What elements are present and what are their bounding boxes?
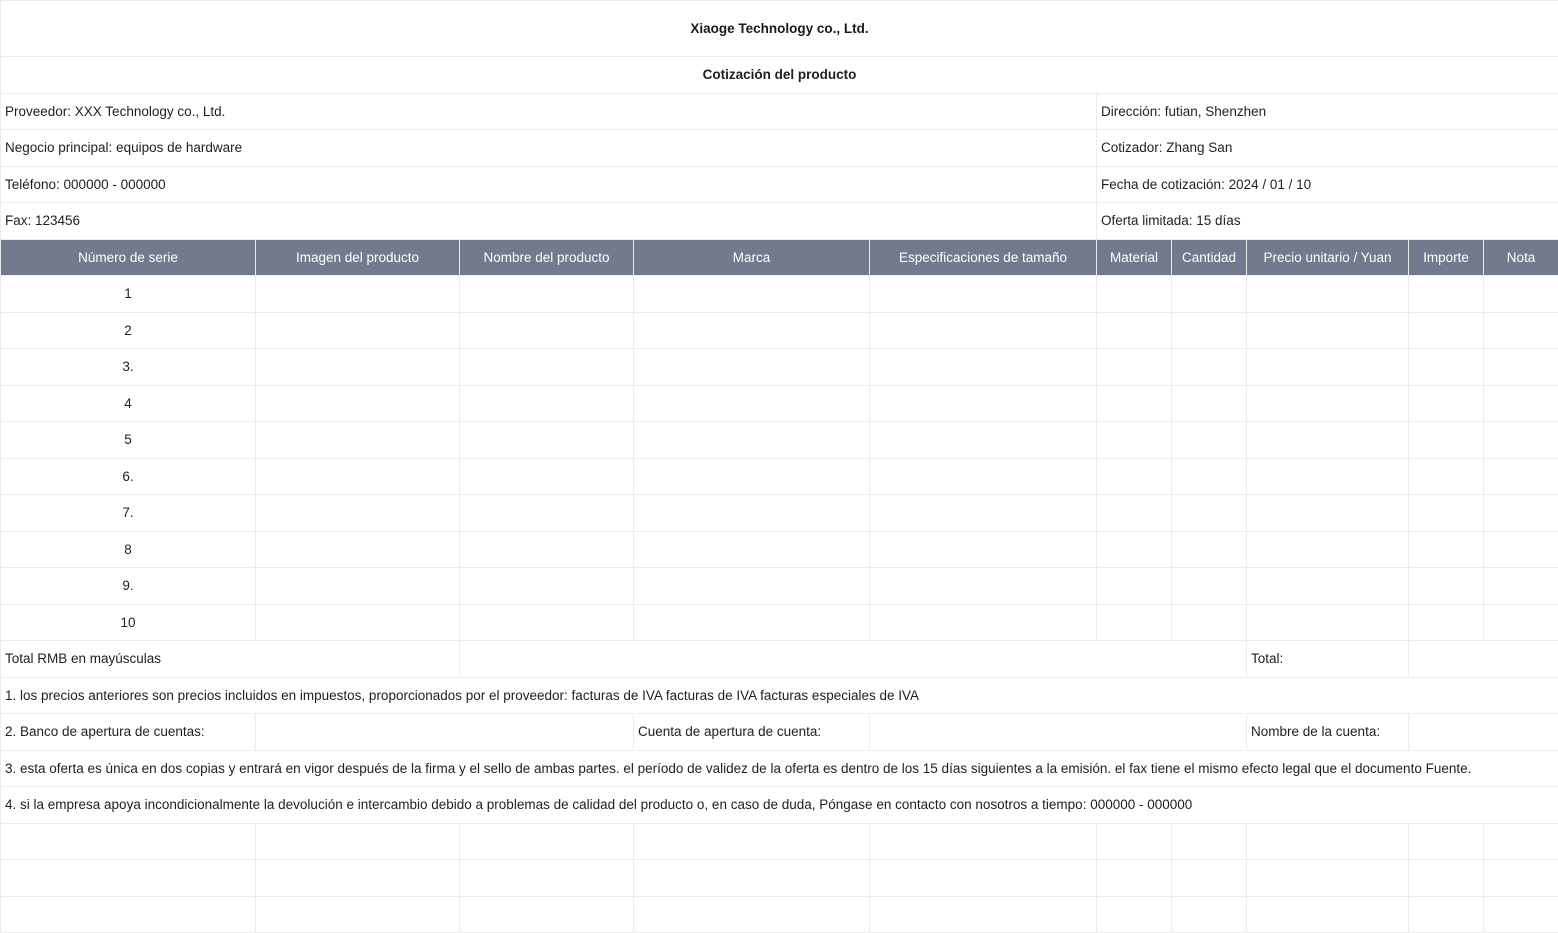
empty-cell[interactable] [1409,860,1484,897]
table-row [1,312,1558,349]
size-cell[interactable] [870,458,1097,495]
name-cell[interactable] [460,422,634,459]
account-name-value-cell[interactable] [1409,714,1558,751]
material-cell[interactable] [1097,312,1172,349]
empty-cell[interactable] [1247,896,1409,933]
rmb-total-label[interactable]: Total RMB en mayúsculas [1,641,460,678]
unit-price-cell[interactable] [1247,385,1409,422]
quantity-cell[interactable] [1172,604,1247,641]
table-row [1,568,1558,605]
name-cell[interactable] [460,349,634,386]
empty-cell[interactable] [1247,860,1409,897]
unit-price-cell[interactable] [1247,349,1409,386]
unit-price-cell[interactable] [1247,458,1409,495]
name-cell[interactable] [460,312,634,349]
empty-cell[interactable] [1097,823,1172,860]
table-row [1,422,1558,459]
serial-cell[interactable]: 2 [1,312,256,349]
empty-cell[interactable] [1172,896,1247,933]
unit-price-cell[interactable] [1247,531,1409,568]
header-amount[interactable]: Importe [1409,239,1484,276]
empty-cell[interactable] [460,823,634,860]
table-row [1,458,1558,495]
serial-cell[interactable]: 5 [1,422,256,459]
image-cell[interactable] [256,604,460,641]
header-name[interactable]: Nombre del producto [460,239,634,276]
quantity-cell[interactable] [1172,458,1247,495]
note-cell[interactable] [1484,349,1558,386]
empty-cell[interactable] [634,860,870,897]
brand-cell[interactable] [634,349,870,386]
bank-value-cell[interactable] [256,714,634,751]
material-cell[interactable] [1097,349,1172,386]
empty-cell[interactable] [1484,896,1558,933]
empty-cell[interactable] [870,896,1097,933]
empty-cell[interactable] [634,896,870,933]
size-cell[interactable] [870,531,1097,568]
supplier-cell[interactable]: Proveedor: XXX Technology co., Ltd. [1,93,1097,130]
serial-cell[interactable]: 1 [1,276,256,313]
image-cell[interactable] [256,385,460,422]
note-cell[interactable] [1484,458,1558,495]
empty-row [1,860,1558,897]
amount-cell[interactable] [1409,568,1484,605]
brand-cell[interactable] [634,458,870,495]
material-cell[interactable] [1097,531,1172,568]
quantity-cell[interactable] [1172,349,1247,386]
empty-cell[interactable] [1097,860,1172,897]
empty-cell[interactable] [1484,860,1558,897]
size-cell[interactable] [870,568,1097,605]
quantity-cell[interactable] [1172,422,1247,459]
table-row [1,495,1558,532]
unit-price-cell[interactable] [1247,312,1409,349]
header-quantity[interactable]: Cantidad [1172,239,1247,276]
account-label[interactable]: Cuenta de apertura de cuenta: [634,714,870,751]
material-cell[interactable] [1097,495,1172,532]
serial-cell[interactable]: 4 [1,385,256,422]
serial-cell[interactable]: 9. [1,568,256,605]
empty-cell[interactable] [256,860,460,897]
image-cell[interactable] [256,458,460,495]
brand-cell[interactable] [634,312,870,349]
brand-cell[interactable] [634,276,870,313]
brand-cell[interactable] [634,531,870,568]
image-cell[interactable] [256,349,460,386]
material-cell[interactable] [1097,604,1172,641]
name-cell[interactable] [460,276,634,313]
empty-cell[interactable] [460,896,634,933]
total-label[interactable]: Total: [1247,641,1409,678]
size-cell[interactable] [870,422,1097,459]
material-cell[interactable] [1097,276,1172,313]
size-cell[interactable] [870,312,1097,349]
serial-cell[interactable]: 8 [1,531,256,568]
document-title[interactable]: Cotización del producto [1,57,1558,94]
header-image[interactable]: Imagen del producto [256,239,460,276]
company-title[interactable]: Xiaoge Technology co., Ltd. [1,1,1558,57]
quantity-cell[interactable] [1172,385,1247,422]
total-value-cell[interactable] [1409,641,1558,678]
empty-cell[interactable] [256,823,460,860]
amount-cell[interactable] [1409,276,1484,313]
account-value-cell[interactable] [870,714,1247,751]
business-cell[interactable]: Negocio principal: equipos de hardware [1,130,1097,167]
empty-cell[interactable] [460,860,634,897]
material-cell[interactable] [1097,422,1172,459]
amount-cell[interactable] [1409,312,1484,349]
note-cell[interactable] [1484,385,1558,422]
serial-cell[interactable]: 3. [1,349,256,386]
empty-cell[interactable] [1097,896,1172,933]
empty-cell[interactable] [1,860,256,897]
brand-cell[interactable] [634,385,870,422]
amount-cell[interactable] [1409,458,1484,495]
header-size[interactable]: Especificaciones de tamaño [870,239,1097,276]
empty-cell[interactable] [1247,823,1409,860]
address-cell[interactable]: Dirección: futian, Shenzhen [1097,93,1558,130]
amount-cell[interactable] [1409,349,1484,386]
name-cell[interactable] [460,568,634,605]
image-cell[interactable] [256,276,460,313]
size-cell[interactable] [870,385,1097,422]
name-cell[interactable] [460,604,634,641]
account-name-label[interactable]: Nombre de la cuenta: [1247,714,1409,751]
unit-price-cell[interactable] [1247,604,1409,641]
fax-cell[interactable]: Fax: 123456 [1,203,1097,240]
name-cell[interactable] [460,458,634,495]
brand-cell[interactable] [634,568,870,605]
empty-cell[interactable] [870,860,1097,897]
size-cell[interactable] [870,604,1097,641]
material-cell[interactable] [1097,568,1172,605]
table-header-row [1,239,1558,276]
image-cell[interactable] [256,495,460,532]
amount-cell[interactable] [1409,495,1484,532]
empty-cell[interactable] [256,896,460,933]
size-cell[interactable] [870,276,1097,313]
empty-cell[interactable] [1,823,256,860]
unit-price-cell[interactable] [1247,495,1409,532]
totals-row [1,641,1558,678]
brand-cell[interactable] [634,495,870,532]
material-cell[interactable] [1097,385,1172,422]
size-cell[interactable] [870,349,1097,386]
header-brand[interactable]: Marca [634,239,870,276]
phone-cell[interactable]: Teléfono: 000000 - 000000 [1,166,1097,203]
image-cell[interactable] [256,312,460,349]
note-cell[interactable] [1484,531,1558,568]
quantity-cell[interactable] [1172,276,1247,313]
table-row [1,385,1558,422]
amount-cell[interactable] [1409,385,1484,422]
table-row [1,531,1558,568]
quantity-cell[interactable] [1172,568,1247,605]
note-cell[interactable] [1484,422,1558,459]
validity-cell[interactable]: Oferta limitada: 15 días [1097,203,1558,240]
brand-cell[interactable] [634,422,870,459]
note-cell[interactable] [1484,276,1558,313]
image-cell[interactable] [256,422,460,459]
note-cell[interactable] [1484,568,1558,605]
amount-cell[interactable] [1409,422,1484,459]
quoter-cell[interactable]: Cotizador: Zhang San [1097,130,1558,167]
name-cell[interactable] [460,531,634,568]
brand-cell[interactable] [634,604,870,641]
image-cell[interactable] [256,531,460,568]
size-cell[interactable] [870,495,1097,532]
empty-cell[interactable] [870,823,1097,860]
bank-label[interactable]: 2. Banco de apertura de cuentas: [1,714,256,751]
material-cell[interactable] [1097,458,1172,495]
header-note[interactable]: Nota [1484,239,1558,276]
table-row [1,349,1558,386]
name-cell[interactable] [460,495,634,532]
quote-date-cell[interactable]: Fecha de cotización: 2024 / 01 / 10 [1097,166,1558,203]
empty-cell[interactable] [634,823,870,860]
note-1[interactable]: 1. los precios anteriores son precios incluidos en impuestos, proporcionados por el proveedor: facturas de IVA facturas de IVA facturas especiales de IVA [1,677,1558,714]
quantity-cell[interactable] [1172,531,1247,568]
serial-cell[interactable]: 10 [1,604,256,641]
empty-row [1,896,1558,933]
header-serial[interactable]: Número de serie [1,239,256,276]
rmb-total-value-cell[interactable] [460,641,1247,678]
image-cell[interactable] [256,568,460,605]
note-cell[interactable] [1484,495,1558,532]
header-material[interactable]: Material [1097,239,1172,276]
empty-cell[interactable] [1409,823,1484,860]
amount-cell[interactable] [1409,604,1484,641]
note-3[interactable]: 3. esta oferta es única en dos copias y entrará en vigor después de la firma y el sello de ambas partes. el período de validez de la oferta es dentro de los 15 días siguientes a la emisión. el fax tiene el mismo efecto legal que el documento Fuente. [1,750,1558,787]
header-unit-price[interactable]: Precio unitario / Yuan [1247,239,1409,276]
serial-cell[interactable]: 7. [1,495,256,532]
empty-cell[interactable] [1172,860,1247,897]
serial-cell[interactable]: 6. [1,458,256,495]
unit-price-cell[interactable] [1247,568,1409,605]
quantity-cell[interactable] [1172,495,1247,532]
table-row [1,604,1558,641]
empty-row [1,823,1558,860]
empty-cell[interactable] [1,896,256,933]
empty-cell[interactable] [1484,823,1558,860]
quantity-cell[interactable] [1172,312,1247,349]
note-4[interactable]: 4. si la empresa apoya incondicionalmente la devolución e intercambio debido a problemas de calidad del producto o, en caso de duda, Póngase en contacto con nosotros a tiempo: 000000 - 000000 [1,787,1558,824]
empty-cell[interactable] [1172,823,1247,860]
note-cell[interactable] [1484,312,1558,349]
unit-price-cell[interactable] [1247,276,1409,313]
name-cell[interactable] [460,385,634,422]
unit-price-cell[interactable] [1247,422,1409,459]
table-row [1,276,1558,313]
empty-cell[interactable] [1409,896,1484,933]
note-cell[interactable] [1484,604,1558,641]
amount-cell[interactable] [1409,531,1484,568]
